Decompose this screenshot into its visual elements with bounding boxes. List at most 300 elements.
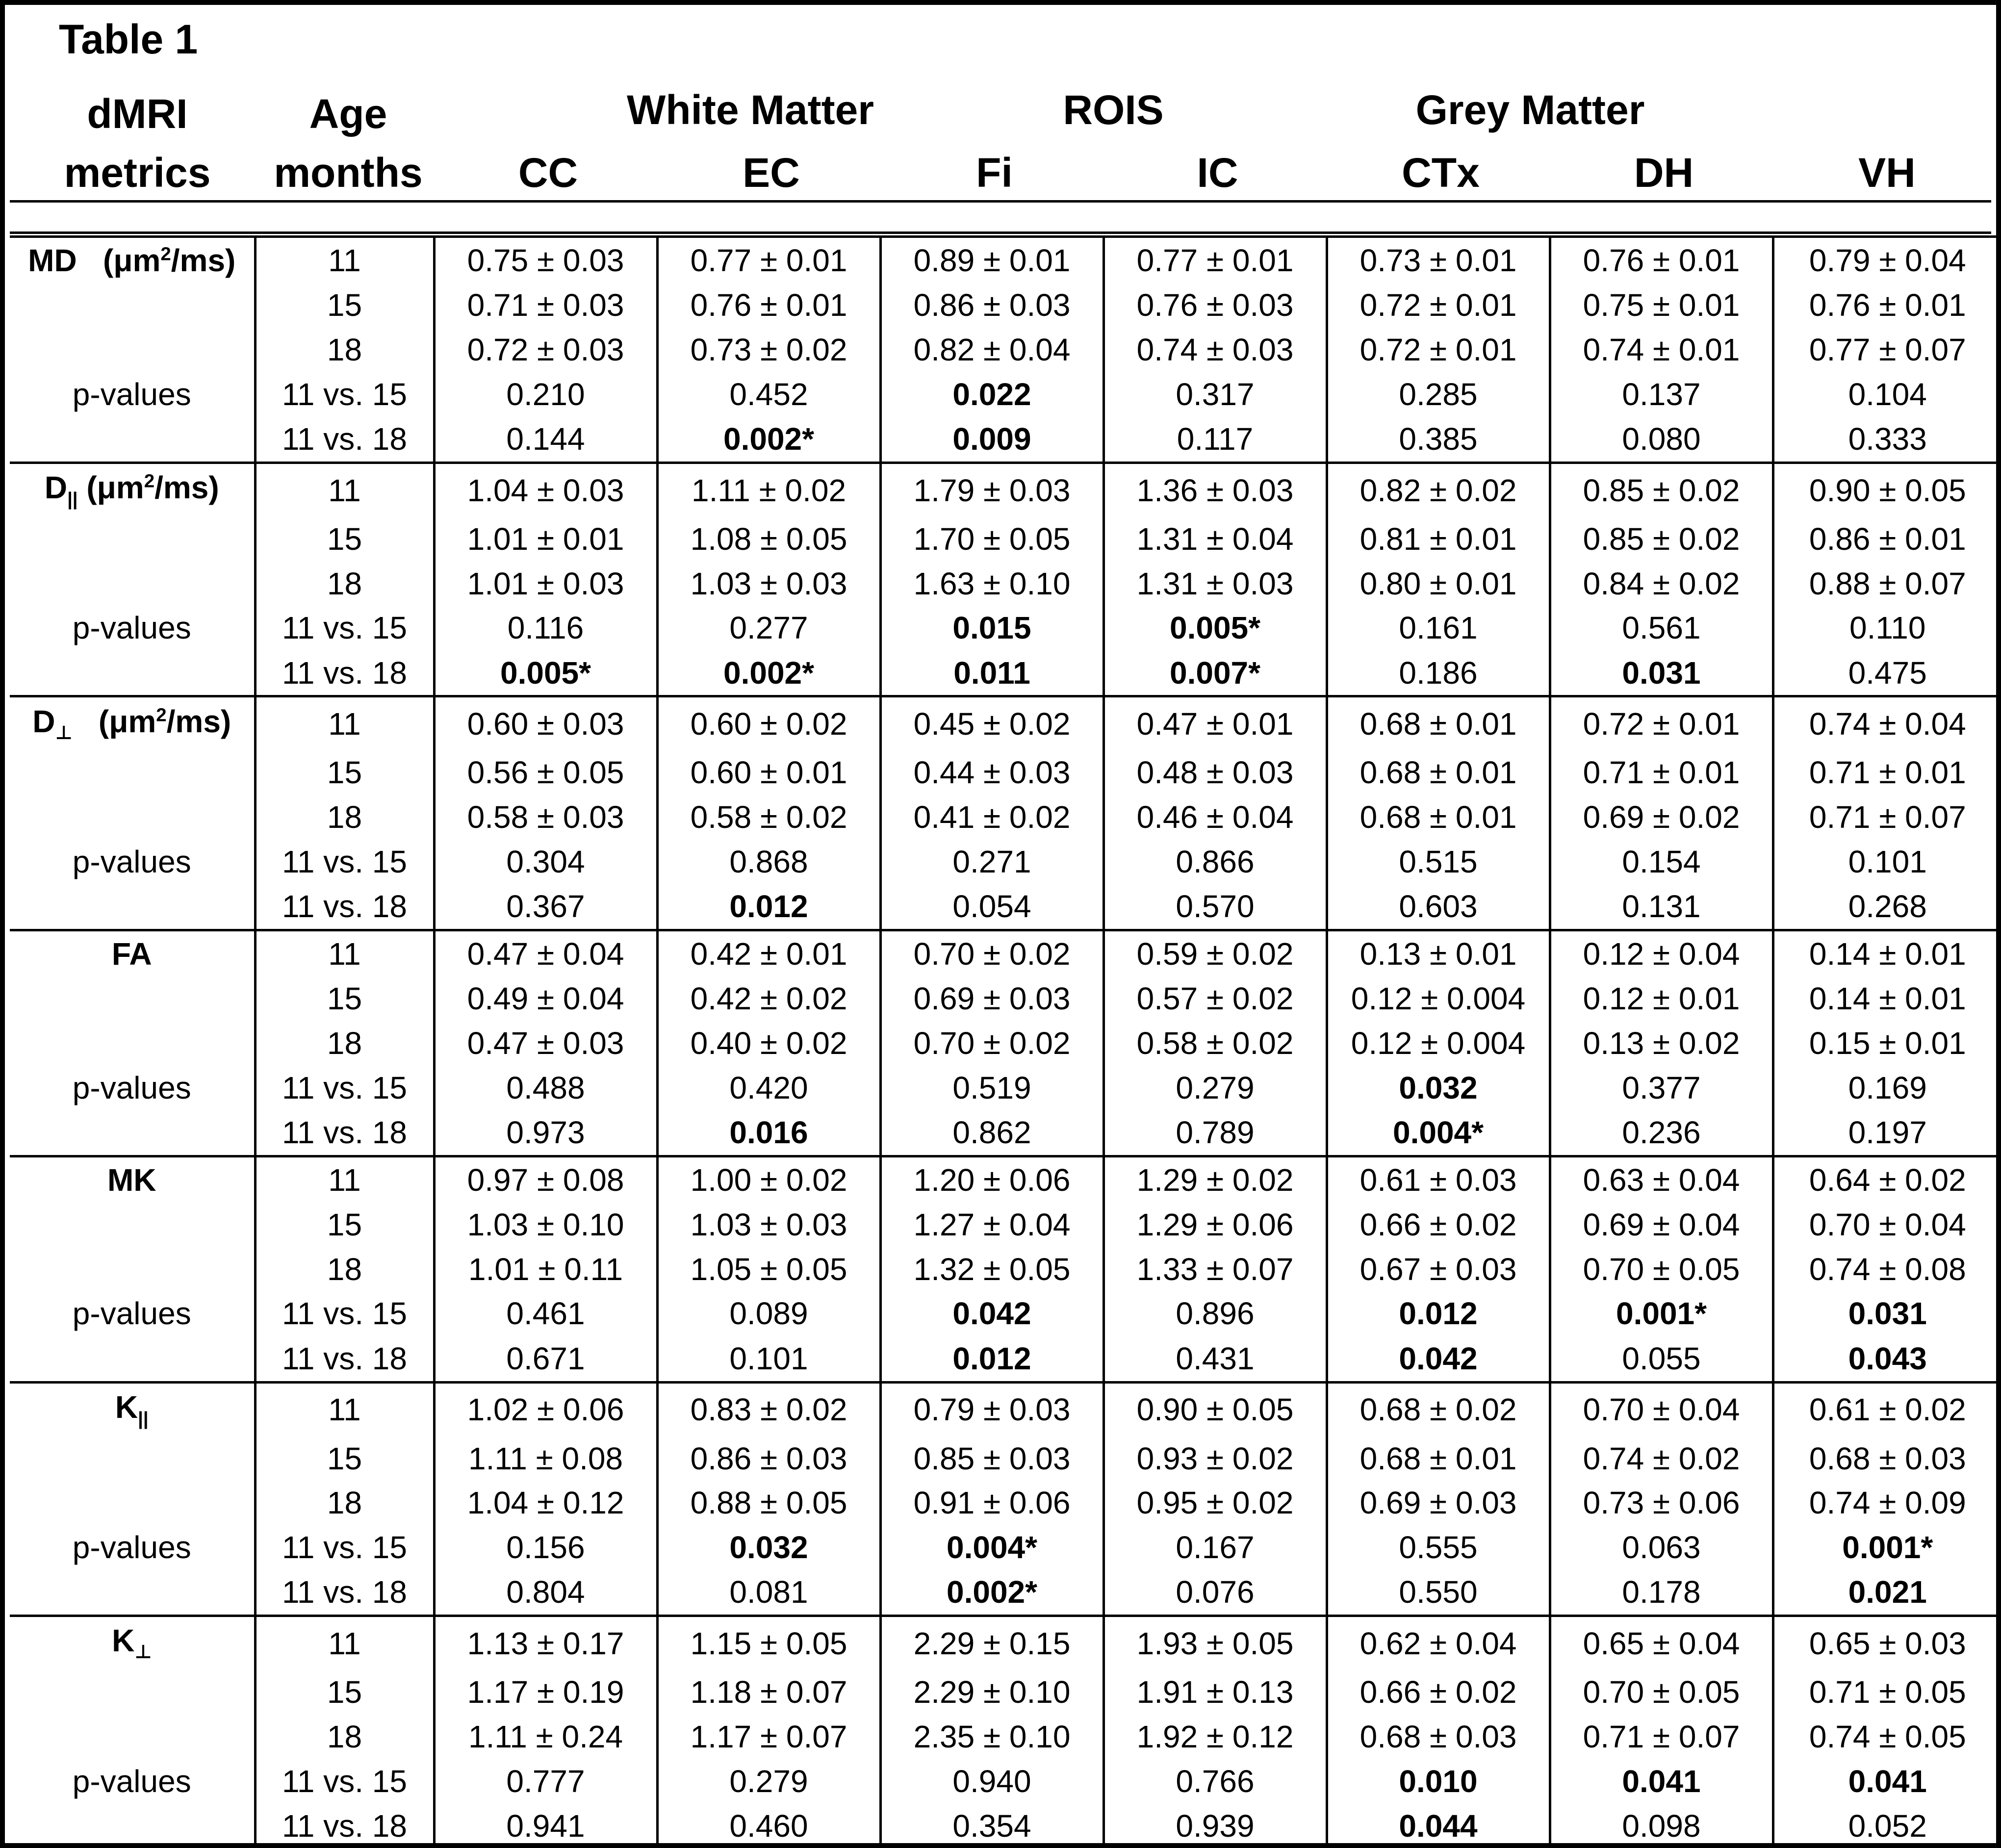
value-cell: 0.080 <box>1550 416 1773 462</box>
value-cell: 0.973 <box>434 1110 657 1156</box>
age-cell: 11 vs. 15 <box>255 1759 434 1803</box>
table-row <box>10 462 2001 516</box>
value-cell: 1.17 ± 0.07 <box>657 1715 880 1759</box>
value-cell: 0.89 ± 0.01 <box>880 237 1103 283</box>
row-label <box>10 1203 255 1247</box>
value-cell: 0.042 <box>1327 1336 1550 1382</box>
table-title: Table 1 <box>59 16 198 62</box>
value-cell: 0.71 ± 0.01 <box>1773 750 2001 795</box>
value-cell: 0.460 <box>657 1803 880 1848</box>
value-cell: 0.12 ± 0.004 <box>1327 976 1550 1021</box>
value-cell: 0.88 ± 0.05 <box>657 1481 880 1525</box>
header-col-ctx: CTx <box>1402 150 1480 196</box>
value-cell: 0.69 ± 0.03 <box>1327 1481 1550 1525</box>
value-cell: 0.101 <box>657 1336 880 1382</box>
row-label <box>10 750 255 795</box>
table-row <box>10 1525 2001 1570</box>
age-cell: 15 <box>255 1203 434 1247</box>
metric-label: $D_\perp$ $(\mu m^2/ms)$ <box>10 696 255 750</box>
value-cell: 0.70 ± 0.05 <box>1550 1247 1773 1291</box>
value-cell: 1.11 ± 0.24 <box>434 1715 657 1759</box>
value-cell: 0.939 <box>1103 1803 1327 1848</box>
value-cell: 0.68 ± 0.01 <box>1327 1436 1550 1481</box>
age-cell: 11 vs. 18 <box>255 650 434 696</box>
value-cell: 0.671 <box>434 1336 657 1382</box>
value-cell: 0.004* <box>1327 1110 1550 1156</box>
value-cell: 0.80 ± 0.01 <box>1327 561 1550 606</box>
value-cell: 0.72 ± 0.01 <box>1327 283 1550 328</box>
row-label <box>10 1481 255 1525</box>
header-col-cc: CC <box>518 150 578 196</box>
table-row <box>10 1021 2001 1066</box>
row-label <box>10 1436 255 1481</box>
value-cell: 1.13 ± 0.17 <box>434 1616 657 1670</box>
table-row <box>10 840 2001 884</box>
value-cell: 0.804 <box>434 1569 657 1616</box>
value-cell: 0.79 ± 0.03 <box>880 1382 1103 1436</box>
value-cell: 0.73 ± 0.02 <box>657 328 880 372</box>
value-cell: 0.58 ± 0.02 <box>1103 1021 1327 1066</box>
value-cell: 0.777 <box>434 1759 657 1803</box>
age-cell: 15 <box>255 1436 434 1481</box>
value-cell: 0.83 ± 0.02 <box>657 1382 880 1436</box>
metric-label: MK <box>10 1156 255 1202</box>
value-cell: 0.333 <box>1773 416 2001 462</box>
value-cell: 0.031 <box>1550 650 1773 696</box>
value-cell: 0.012 <box>880 1336 1103 1382</box>
value-cell: 0.77 ± 0.01 <box>657 237 880 283</box>
value-cell: 0.042 <box>880 1291 1103 1336</box>
row-label <box>10 516 255 561</box>
value-cell: 0.186 <box>1327 650 1550 696</box>
value-cell: 0.65 ± 0.04 <box>1550 1616 1773 1670</box>
value-cell: 1.18 ± 0.07 <box>657 1670 880 1715</box>
age-cell: 11 vs. 15 <box>255 840 434 884</box>
age-cell: 15 <box>255 976 434 1021</box>
age-cell: 18 <box>255 1481 434 1525</box>
value-cell: 0.13 ± 0.01 <box>1327 930 1550 976</box>
row-label: p-values <box>72 1763 191 1799</box>
row-label <box>10 416 255 462</box>
value-cell: 0.555 <box>1327 1525 1550 1570</box>
age-cell: 11 <box>255 696 434 750</box>
value-cell: 0.74 ± 0.05 <box>1773 1715 2001 1759</box>
value-cell: 0.68 ± 0.01 <box>1327 696 1550 750</box>
value-cell: 0.70 ± 0.04 <box>1773 1203 2001 1247</box>
age-cell: 11 <box>255 1156 434 1202</box>
value-cell: 0.13 ± 0.02 <box>1550 1021 1773 1066</box>
value-cell: 0.75 ± 0.01 <box>1550 283 1773 328</box>
age-cell: 18 <box>255 795 434 840</box>
value-cell: 0.354 <box>880 1803 1103 1848</box>
age-cell: 11 vs. 15 <box>255 1065 434 1110</box>
table-row <box>10 1156 2001 1202</box>
value-cell: 1.08 ± 0.05 <box>657 516 880 561</box>
value-cell: 0.42 ± 0.01 <box>657 930 880 976</box>
value-cell: 0.054 <box>880 884 1103 930</box>
row-label <box>10 650 255 696</box>
value-cell: 0.71 ± 0.05 <box>1773 1670 2001 1715</box>
value-cell: 0.550 <box>1327 1569 1550 1616</box>
value-cell: 1.03 ± 0.03 <box>657 561 880 606</box>
value-cell: 0.011 <box>880 650 1103 696</box>
value-cell: 0.68 ± 0.01 <box>1327 750 1550 795</box>
value-cell: 0.63 ± 0.04 <box>1550 1156 1773 1202</box>
header-col-ic: IC <box>1197 150 1238 196</box>
value-cell: 0.76 ± 0.03 <box>1103 283 1327 328</box>
value-cell: 0.144 <box>434 416 657 462</box>
value-cell: 1.20 ± 0.06 <box>880 1156 1103 1202</box>
header-grey-matter: Grey Matter <box>1415 87 1645 133</box>
value-cell: 1.04 ± 0.12 <box>434 1481 657 1525</box>
table-row <box>10 372 2001 416</box>
value-cell: 0.104 <box>1773 372 2001 416</box>
value-cell: 0.88 ± 0.07 <box>1773 561 2001 606</box>
value-cell: 0.72 ± 0.01 <box>1550 696 1773 750</box>
value-cell: 1.02 ± 0.06 <box>434 1382 657 1436</box>
table-row <box>10 328 2001 372</box>
value-cell: 0.59 ± 0.02 <box>1103 930 1327 976</box>
value-cell: 0.022 <box>880 372 1103 416</box>
table-row <box>10 795 2001 840</box>
value-cell: 0.69 ± 0.04 <box>1550 1203 1773 1247</box>
age-cell: 18 <box>255 561 434 606</box>
value-cell: 0.71 ± 0.07 <box>1773 795 2001 840</box>
value-cell: 0.041 <box>1773 1759 2001 1803</box>
value-cell: 0.60 ± 0.01 <box>657 750 880 795</box>
value-cell: 0.82 ± 0.02 <box>1327 462 1550 516</box>
table-row <box>10 1715 2001 1759</box>
value-cell: 0.45 ± 0.02 <box>880 696 1103 750</box>
value-cell: 0.279 <box>1103 1065 1327 1110</box>
value-cell: 0.002* <box>880 1569 1103 1616</box>
header-white-matter: White Matter <box>627 87 874 133</box>
value-cell: 0.862 <box>880 1110 1103 1156</box>
value-cell: 0.488 <box>434 1065 657 1110</box>
row-label <box>10 1021 255 1066</box>
table-row <box>10 884 2001 930</box>
value-cell: 0.603 <box>1327 884 1550 930</box>
value-cell: 0.95 ± 0.02 <box>1103 1481 1327 1525</box>
value-cell: 1.17 ± 0.19 <box>434 1670 657 1715</box>
table-row <box>10 1336 2001 1382</box>
value-cell: 0.61 ± 0.03 <box>1327 1156 1550 1202</box>
value-cell: 0.012 <box>657 884 880 930</box>
value-cell: 0.60 ± 0.02 <box>657 696 880 750</box>
value-cell: 0.137 <box>1550 372 1773 416</box>
value-cell: 0.86 ± 0.03 <box>880 283 1103 328</box>
value-cell: 0.71 ± 0.07 <box>1550 1715 1773 1759</box>
value-cell: 0.46 ± 0.04 <box>1103 795 1327 840</box>
value-cell: 0.236 <box>1550 1110 1773 1156</box>
value-cell: 0.004* <box>880 1525 1103 1570</box>
value-cell: 0.055 <box>1550 1336 1773 1382</box>
table-row <box>10 1291 2001 1336</box>
value-cell: 0.91 ± 0.06 <box>880 1481 1103 1525</box>
value-cell: 0.15 ± 0.01 <box>1773 1021 2001 1066</box>
table-row <box>10 750 2001 795</box>
value-cell: 1.33 ± 0.07 <box>1103 1247 1327 1291</box>
value-cell: 0.68 ± 0.03 <box>1327 1715 1550 1759</box>
table-row <box>10 650 2001 696</box>
value-cell: 0.90 ± 0.05 <box>1103 1382 1327 1436</box>
value-cell: 0.519 <box>880 1065 1103 1110</box>
row-label <box>10 1670 255 1715</box>
value-cell: 0.85 ± 0.02 <box>1550 516 1773 561</box>
row-label <box>10 1803 255 1848</box>
header-rule-bottom <box>10 231 1991 234</box>
table-row <box>10 516 2001 561</box>
age-cell: 11 vs. 15 <box>255 1525 434 1570</box>
value-cell: 0.452 <box>657 372 880 416</box>
age-cell: 18 <box>255 1247 434 1291</box>
age-cell: 11 vs. 18 <box>255 1569 434 1616</box>
table-row <box>10 1436 2001 1481</box>
value-cell: 0.71 ± 0.01 <box>1550 750 1773 795</box>
row-label: p-values <box>72 610 191 646</box>
value-cell: 0.76 ± 0.01 <box>1550 237 1773 283</box>
value-cell: 0.271 <box>880 840 1103 884</box>
value-cell: 0.74 ± 0.08 <box>1773 1247 2001 1291</box>
value-cell: 0.60 ± 0.03 <box>434 696 657 750</box>
value-cell: 0.367 <box>434 884 657 930</box>
value-cell: 0.001* <box>1550 1291 1773 1336</box>
value-cell: 0.73 ± 0.01 <box>1327 237 1550 283</box>
value-cell: 0.79 ± 0.04 <box>1773 237 2001 283</box>
value-cell: 0.131 <box>1550 884 1773 930</box>
value-cell: 0.076 <box>1103 1569 1327 1616</box>
table-row <box>10 606 2001 650</box>
value-cell: 0.167 <box>1103 1525 1327 1570</box>
row-label <box>10 1715 255 1759</box>
value-cell: 0.896 <box>1103 1291 1327 1336</box>
table-row <box>10 696 2001 750</box>
value-cell: 0.044 <box>1327 1803 1550 1848</box>
header-age-line1: Age <box>309 91 387 137</box>
value-cell: 0.71 ± 0.03 <box>434 283 657 328</box>
value-cell: 0.156 <box>434 1525 657 1570</box>
value-cell: 0.66 ± 0.02 <box>1327 1203 1550 1247</box>
table-row <box>10 561 2001 606</box>
value-cell: 1.92 ± 0.12 <box>1103 1715 1327 1759</box>
value-cell: 0.570 <box>1103 884 1327 930</box>
value-cell: 0.14 ± 0.01 <box>1773 930 2001 976</box>
value-cell: 0.377 <box>1550 1065 1773 1110</box>
value-cell: 0.012 <box>1327 1291 1550 1336</box>
value-cell: 0.90 ± 0.05 <box>1773 462 2001 516</box>
value-cell: 0.277 <box>657 606 880 650</box>
value-cell: 0.005* <box>434 650 657 696</box>
row-label <box>10 328 255 372</box>
value-cell: 1.70 ± 0.05 <box>880 516 1103 561</box>
value-cell: 0.063 <box>1550 1525 1773 1570</box>
header-col-ec: EC <box>743 150 800 196</box>
value-cell: 2.29 ± 0.15 <box>880 1616 1103 1670</box>
value-cell: 0.001* <box>1773 1525 2001 1570</box>
value-cell: 1.03 ± 0.03 <box>657 1203 880 1247</box>
metric-label: $K_{||}$ <box>10 1382 255 1436</box>
value-cell: 0.42 ± 0.02 <box>657 976 880 1021</box>
value-cell: 0.098 <box>1550 1803 1773 1848</box>
value-cell: 0.72 ± 0.01 <box>1327 328 1550 372</box>
age-cell: 15 <box>255 516 434 561</box>
table-row <box>10 1382 2001 1436</box>
value-cell: 0.77 ± 0.01 <box>1103 237 1327 283</box>
value-cell: 0.65 ± 0.03 <box>1773 1616 2001 1670</box>
age-cell: 11 <box>255 1382 434 1436</box>
value-cell: 0.84 ± 0.02 <box>1550 561 1773 606</box>
value-cell: 0.110 <box>1773 606 2001 650</box>
value-cell: 0.76 ± 0.01 <box>1773 283 2001 328</box>
value-cell: 0.97 ± 0.08 <box>434 1156 657 1202</box>
value-cell: 0.268 <box>1773 884 2001 930</box>
table-row <box>10 283 2001 328</box>
table-row <box>10 1247 2001 1291</box>
value-cell: 0.70 ± 0.04 <box>1550 1382 1773 1436</box>
value-cell: 1.79 ± 0.03 <box>880 462 1103 516</box>
table-row <box>10 1065 2001 1110</box>
value-cell: 1.36 ± 0.03 <box>1103 462 1327 516</box>
value-cell: 0.12 ± 0.004 <box>1327 1021 1550 1066</box>
value-cell: 0.010 <box>1327 1759 1550 1803</box>
row-label <box>10 884 255 930</box>
value-cell: 1.29 ± 0.02 <box>1103 1156 1327 1202</box>
age-cell: 15 <box>255 750 434 795</box>
value-cell: 0.77 ± 0.07 <box>1773 328 2001 372</box>
value-cell: 0.117 <box>1103 416 1327 462</box>
header-col-fi: Fi <box>976 150 1013 196</box>
value-cell: 0.285 <box>1327 372 1550 416</box>
age-cell: 11 <box>255 462 434 516</box>
value-cell: 0.85 ± 0.03 <box>880 1436 1103 1481</box>
value-cell: 0.69 ± 0.02 <box>1550 795 1773 840</box>
value-cell: 0.85 ± 0.02 <box>1550 462 1773 516</box>
metric-label: $K_\perp$ <box>10 1616 255 1670</box>
value-cell: 0.089 <box>657 1291 880 1336</box>
value-cell: 0.101 <box>1773 840 2001 884</box>
value-cell: 0.67 ± 0.03 <box>1327 1247 1550 1291</box>
value-cell: 2.35 ± 0.10 <box>880 1715 1103 1759</box>
value-cell: 0.009 <box>880 416 1103 462</box>
value-cell: 0.56 ± 0.05 <box>434 750 657 795</box>
header-col-vh: VH <box>1858 150 1916 196</box>
header-rois: ROIS <box>1063 87 1164 133</box>
age-cell: 11 vs. 18 <box>255 884 434 930</box>
header-age-line2: months <box>274 150 423 196</box>
value-cell: 0.021 <box>1773 1569 2001 1616</box>
value-cell: 1.27 ± 0.04 <box>880 1203 1103 1247</box>
value-cell: 0.47 ± 0.01 <box>1103 696 1327 750</box>
row-label: p-values <box>72 1070 191 1105</box>
value-cell: 0.62 ± 0.04 <box>1327 1616 1550 1670</box>
value-cell: 0.317 <box>1103 372 1327 416</box>
value-cell: 0.86 ± 0.01 <box>1773 516 2001 561</box>
value-cell: 0.76 ± 0.01 <box>657 283 880 328</box>
value-cell: 0.69 ± 0.03 <box>880 976 1103 1021</box>
value-cell: 0.68 ± 0.01 <box>1327 795 1550 840</box>
table-row <box>10 976 2001 1021</box>
value-cell: 0.74 ± 0.04 <box>1773 696 2001 750</box>
value-cell: 1.32 ± 0.05 <box>880 1247 1103 1291</box>
age-cell: 11 <box>255 237 434 283</box>
header-metric-line2: metrics <box>64 150 211 196</box>
value-cell: 0.75 ± 0.03 <box>434 237 657 283</box>
value-cell: 0.48 ± 0.03 <box>1103 750 1327 795</box>
age-cell: 11 vs. 15 <box>255 1291 434 1336</box>
value-cell: 0.58 ± 0.02 <box>657 795 880 840</box>
age-cell: 11 vs. 18 <box>255 416 434 462</box>
value-cell: 0.41 ± 0.02 <box>880 795 1103 840</box>
value-cell: 0.866 <box>1103 840 1327 884</box>
value-cell: 0.81 ± 0.01 <box>1327 516 1550 561</box>
table-row <box>10 930 2001 976</box>
value-cell: 0.041 <box>1550 1759 1773 1803</box>
value-cell: 0.58 ± 0.03 <box>434 795 657 840</box>
table-row <box>10 1803 2001 1848</box>
value-cell: 0.74 ± 0.09 <box>1773 1481 2001 1525</box>
value-cell: 0.032 <box>657 1525 880 1570</box>
age-cell: 11 vs. 18 <box>255 1336 434 1382</box>
value-cell: 1.31 ± 0.04 <box>1103 516 1327 561</box>
table-row <box>10 1759 2001 1803</box>
value-cell: 0.002* <box>657 416 880 462</box>
row-label <box>10 976 255 1021</box>
value-cell: 2.29 ± 0.10 <box>880 1670 1103 1715</box>
value-cell: 0.385 <box>1327 416 1550 462</box>
value-cell: 1.11 ± 0.08 <box>434 1436 657 1481</box>
value-cell: 0.169 <box>1773 1065 2001 1110</box>
value-cell: 0.82 ± 0.04 <box>880 328 1103 372</box>
value-cell: 0.86 ± 0.03 <box>657 1436 880 1481</box>
value-cell: 0.12 ± 0.04 <box>1550 930 1773 976</box>
value-cell: 0.002* <box>657 650 880 696</box>
value-cell: 0.74 ± 0.02 <box>1550 1436 1773 1481</box>
row-label <box>10 1336 255 1382</box>
row-label: p-values <box>72 1530 191 1566</box>
value-cell: 0.154 <box>1550 840 1773 884</box>
value-cell: 0.14 ± 0.01 <box>1773 976 2001 1021</box>
age-cell: 15 <box>255 283 434 328</box>
row-label <box>10 795 255 840</box>
value-cell: 0.420 <box>657 1065 880 1110</box>
row-label <box>10 561 255 606</box>
value-cell: 0.197 <box>1773 1110 2001 1156</box>
value-cell: 0.64 ± 0.02 <box>1773 1156 2001 1202</box>
age-cell: 11 <box>255 930 434 976</box>
value-cell: 0.70 ± 0.02 <box>880 1021 1103 1066</box>
value-cell: 0.431 <box>1103 1336 1327 1382</box>
value-cell: 0.766 <box>1103 1759 1327 1803</box>
value-cell: 0.116 <box>434 606 657 650</box>
value-cell: 0.68 ± 0.03 <box>1773 1436 2001 1481</box>
table-row <box>10 1616 2001 1670</box>
value-cell: 0.70 ± 0.02 <box>880 930 1103 976</box>
table-row <box>10 237 2001 283</box>
value-cell: 1.63 ± 0.10 <box>880 561 1103 606</box>
header-col-dh: DH <box>1634 150 1694 196</box>
value-cell: 1.11 ± 0.02 <box>657 462 880 516</box>
row-label <box>10 283 255 328</box>
row-label: p-values <box>72 1296 191 1332</box>
value-cell: 1.31 ± 0.03 <box>1103 561 1327 606</box>
value-cell: 0.72 ± 0.03 <box>434 328 657 372</box>
metric-label: MD $(\mu m^2/ms)$ <box>10 237 255 283</box>
value-cell: 1.03 ± 0.10 <box>434 1203 657 1247</box>
table-row <box>10 416 2001 462</box>
metric-label: FA <box>10 930 255 976</box>
row-label <box>10 1247 255 1291</box>
value-cell: 1.29 ± 0.06 <box>1103 1203 1327 1247</box>
